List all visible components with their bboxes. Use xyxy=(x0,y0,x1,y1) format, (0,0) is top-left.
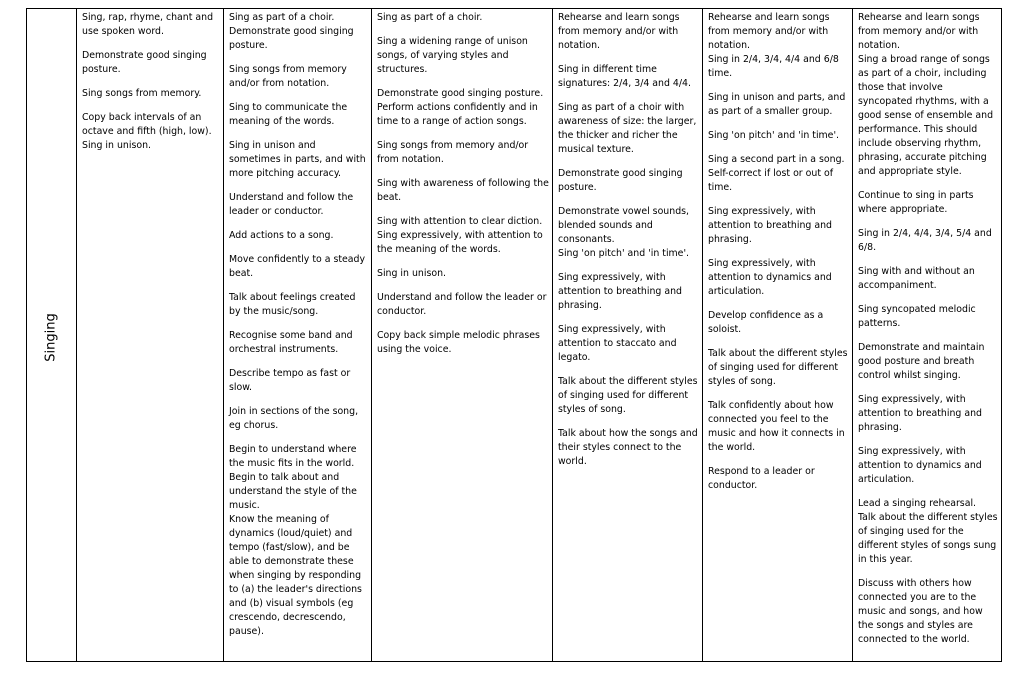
objective-item: Talk about the different styles of singing used for different styles of song. xyxy=(708,348,848,387)
singing-curriculum-table xyxy=(26,8,1002,662)
objective-item: Continue to sing in parts where appropriate. xyxy=(858,190,974,215)
objective-item: Sing to communicate the meaning of the words. xyxy=(229,102,348,127)
objective-item: Sing in unison. xyxy=(377,268,446,279)
table-row xyxy=(27,9,1002,662)
objective-item: Sing expressively, with attention to breathing and phrasing. xyxy=(708,206,832,245)
objective-item: Sing, rap, rhyme, chant and use spoken word. xyxy=(82,12,214,37)
objective-item: Sing expressively, with attention to breathing and phrasing. xyxy=(858,394,982,433)
objective-item: Sing as part of a choir with awareness of size: the larger, the thicker and richer the musical texture. xyxy=(558,102,697,155)
objective-item: Demonstrate good singing posture. Perform actions confidently and in time to a range of action songs. xyxy=(377,88,544,127)
objective-item: Rehearse and learn songs from memory and/or with notation. Sing a broad range of songs as part of a choir, including those that involve syncopated rhythms, with a good sense of ensemble and performance. This should include observing rhythm, phrasing, accurate pitching and appropriate style. xyxy=(858,12,994,177)
objective-item: Sing songs from memory and/or from notation. xyxy=(377,140,529,165)
objective-item: Join in sections of the song, eg chorus. xyxy=(229,406,359,431)
objective-item: Sing as part of a choir. Demonstrate good singing posture. xyxy=(229,12,354,51)
objective-item: Begin to understand where the music fits in the world. Begin to talk about and understand the style of the music. Know the meaning of dynamics (loud/quiet) and tempo (fast/slow), and be able to demonstrate these when singing by responding to (a) the leader's directions and (b) visual symbols (eg crescendo, decrescendo, pause). xyxy=(229,444,362,637)
objective-item: Sing with and without an accompaniment. xyxy=(858,266,975,291)
objective-item: Rehearse and learn songs from memory and/or with notation. xyxy=(558,12,680,51)
column-1 xyxy=(77,9,224,662)
objective-item: Sing a second part in a song. Self-correct if lost or out of time. xyxy=(708,154,845,193)
objective-item: Copy back intervals of an octave and fifth (high, low). Sing in unison. xyxy=(82,112,212,151)
objective-item: Demonstrate good singing posture. xyxy=(82,50,207,75)
objective-item: Sing expressively, with attention to breathing and phrasing. xyxy=(558,272,682,311)
objective-item: Sing with attention to clear diction. Sing expressively, with attention to the meaning of the words. xyxy=(377,216,543,255)
objective-item: Talk about the different styles of singing used for different styles of song. xyxy=(558,376,698,415)
objective-item: Demonstrate vowel sounds, blended sounds and consonants. Sing 'on pitch' and 'in time'. xyxy=(558,206,690,259)
objective-item: Sing in 2/4, 4/4, 3/4, 5/4 and 6/8. xyxy=(858,228,992,253)
objective-item: Sing with awareness of following the beat. xyxy=(377,178,549,203)
objective-item: Sing expressively, with attention to dynamics and articulation. xyxy=(858,446,982,485)
objective-item: Describe tempo as fast or slow. xyxy=(229,368,351,393)
objective-item: Discuss with others how connected you are to the music and songs, and how the songs and styles are connected to the world. xyxy=(858,578,983,645)
objective-item: Lead a singing rehearsal. Talk about the different styles of singing used for the different styles of songs sung in this year. xyxy=(858,498,998,565)
objective-item: Sing syncopated melodic patterns. xyxy=(858,304,976,329)
column-2 xyxy=(224,9,372,662)
objective-item: Sing expressively, with attention to staccato and legato. xyxy=(558,324,677,363)
objective-item: Move confidently to a steady beat. xyxy=(229,254,366,279)
subject-label: Singing xyxy=(44,312,59,362)
objective-item: Sing in unison and parts, and as part of a smaller group. xyxy=(708,92,846,117)
column-6 xyxy=(853,9,1002,662)
objective-item: Talk about feelings created by the music/song. xyxy=(229,292,356,317)
objective-item: Talk about how the songs and their styles connect to the world. xyxy=(558,428,698,467)
objective-item: Sing in unison and sometimes in parts, and with more pitching accuracy. xyxy=(229,140,366,179)
column-4 xyxy=(553,9,703,662)
objective-item: Sing songs from memory and/or from notation. xyxy=(229,64,347,89)
subject-label-cell xyxy=(27,9,77,662)
objective-item: Copy back simple melodic phrases using the voice. xyxy=(377,330,540,355)
objective-item: Understand and follow the leader or conductor. xyxy=(377,292,547,317)
objective-item: Sing expressively, with attention to dynamics and articulation. xyxy=(708,258,832,297)
objective-item: Recognise some band and orchestral instruments. xyxy=(229,330,353,355)
objective-item: Rehearse and learn songs from memory and/or with notation. Sing in 2/4, 3/4, 4/4 and 6/8 time. xyxy=(708,12,839,79)
objective-item: Develop confidence as a soloist. xyxy=(708,310,824,335)
objective-item: Talk confidently about how connected you feel to the music and how it connects in the world. xyxy=(708,400,845,453)
objective-item: Understand and follow the leader or conductor. xyxy=(229,192,354,217)
objective-item: Respond to a leader or conductor. xyxy=(708,466,815,491)
column-3 xyxy=(372,9,553,662)
objective-item: Sing a widening range of unison songs, of varying styles and structures. xyxy=(377,36,528,75)
objective-item: Sing songs from memory. xyxy=(82,88,202,99)
objective-item: Demonstrate good singing posture. xyxy=(558,168,683,193)
objective-item: Demonstrate and maintain good posture and breath control whilst singing. xyxy=(858,342,985,381)
objective-item: Add actions to a song. xyxy=(229,230,334,241)
objective-item: Sing 'on pitch' and 'in time'. xyxy=(708,130,840,141)
objective-item: Sing as part of a choir. xyxy=(377,12,483,23)
objective-item: Sing in different time signatures: 2/4, 3/4 and 4/4. xyxy=(558,64,691,89)
column-5 xyxy=(703,9,853,662)
